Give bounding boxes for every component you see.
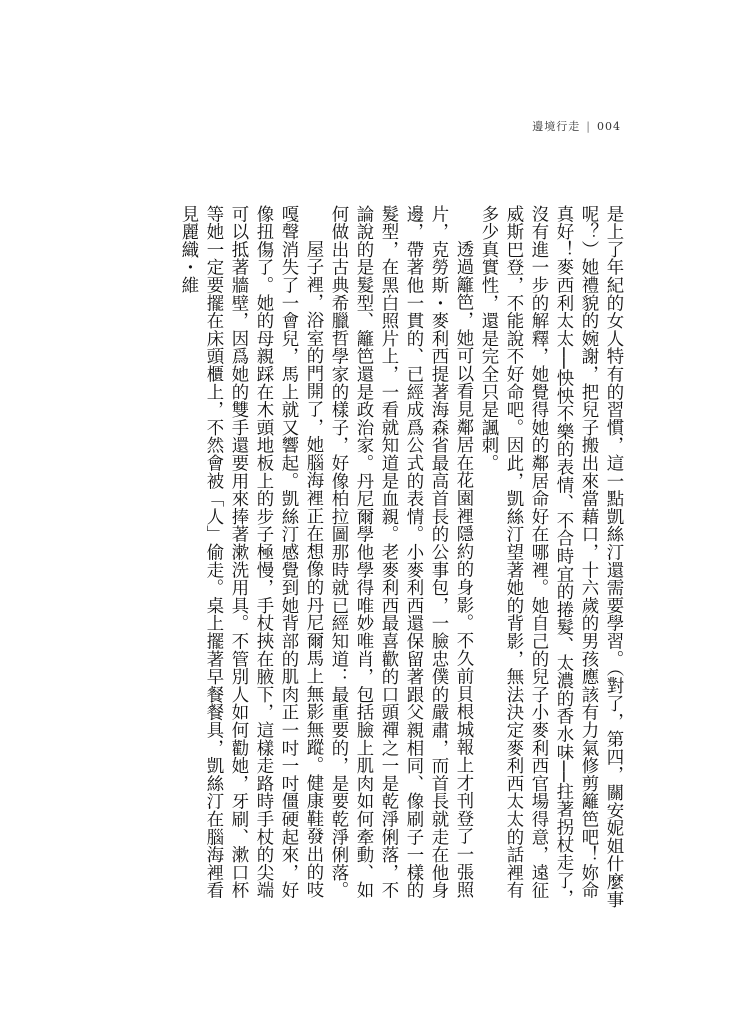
paragraph-1: 是上了年紀的女人特有的習慣，這一點凱絲汀還需要學習。（對了，第四，關安妮姐什麼事呢？）她禮貌的婉謝，把兒子搬出來當藉口，十六歲的男孩應該有力氣修剪籬笆吧！妳命真好！麥西利太太──怏怏不樂的表情、不合時宜的捲髮、太濃的香水味──拄著拐杖走了，沒有進一步的解釋，她覺得她的鄰居命好在哪裡。她自己的兒子小麥利西官場得意，遠征威斯巴登，不能說不好命吧。因此，凱絲汀望著她的背影，無法決定麥利西太太的話裡有多少真實性，還是完全只是諷刺。 [478,205,623,909]
page-number: 004 [597,119,621,133]
running-header [532,118,621,134]
body-text [105,205,625,910]
paragraph-2: 透過籬笆，她可以看見鄰居在花園裡隱約的身影。不久前貝根城報上才刊登了一張照片，克勞斯・麥利西提著海森省最高首長的公事包，一臉忠僕的嚴肅，而首長就走在他身邊，帶著他一貫的、已經成爲公式的表情。小麥利西還保留著跟父親相同、像刷子一樣的髮型，在黑白照片上，一看就知道是血親。老麥利西最喜歡的口頭禪之一是乾淨俐落，不論說的是髮型、籬笆還是政治家。丹尼爾學他學得唯妙唯肖，包括臉上肌肉如何牽動、如何做出古典希臘哲學家的樣子，好像柏拉圖那時就已經知道：最重要的，是要乾淨俐落。 [328,205,473,900]
book-title: 邊境行走 [532,120,581,133]
header-separator: | [586,119,591,133]
paragraph-3: 屋子裡，浴室的門開了，她腦海裡正在想像的丹尼爾馬上無影無蹤。健康鞋發出的吱嘎聲消失了一會兒，馬上就又響起。凱絲汀感覺到她背部的肌肉正一吋一吋僵硬起來，好像扭傷了。她的母親踩在木頭地板上的步子極慢，手杖挾在腋下，這樣走路時手杖的尖端可以抵著牆壁，因爲她的雙手還要用來捧著漱洗用具。不管別人如何勸她，牙刷、漱口杯等她一定要擺在床頭櫃上，不然會被「人」偷走。桌上擺著早餐餐具，凱絲汀在腦海裡看見麗織・維 [178,205,323,900]
